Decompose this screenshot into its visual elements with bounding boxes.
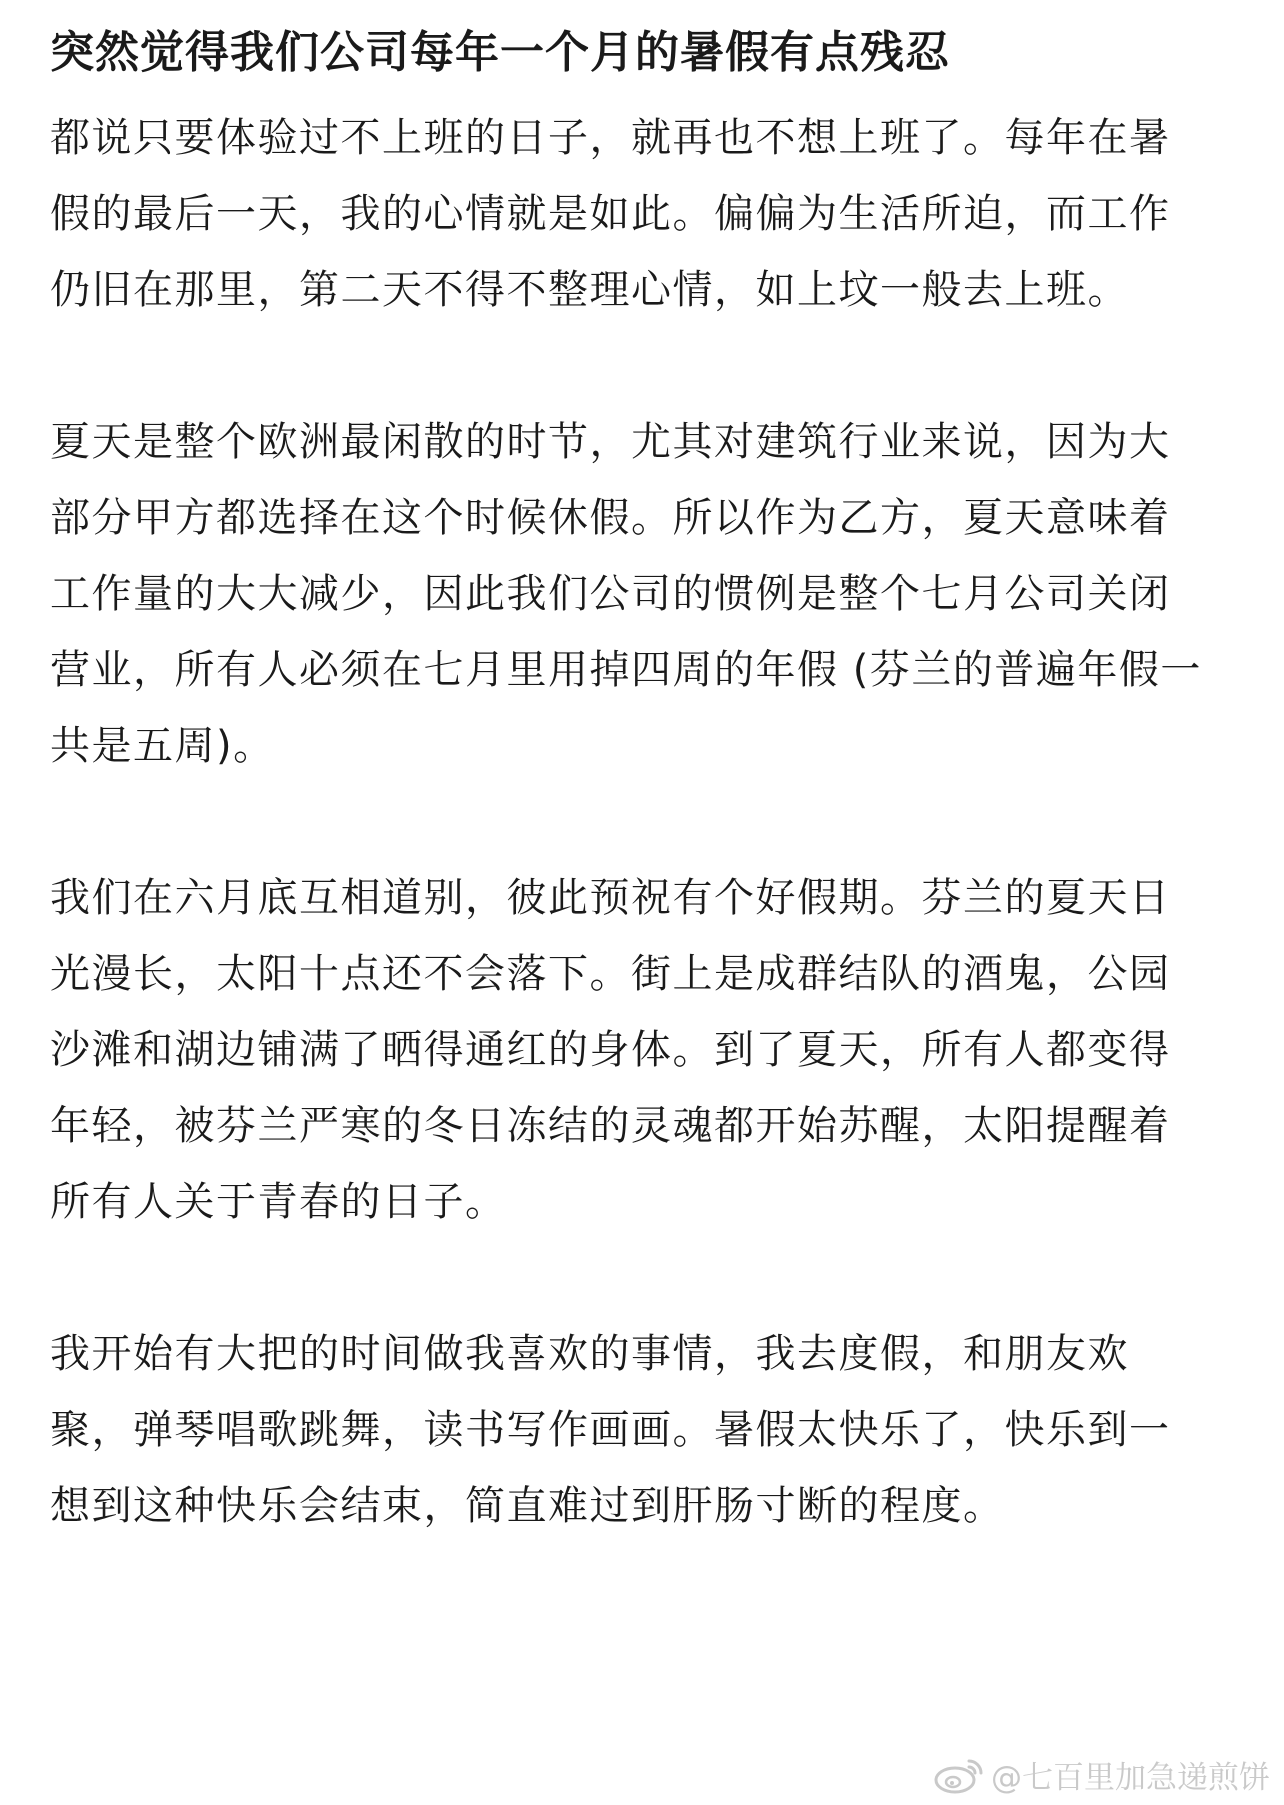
watermark-text: @七百里加急递煎饼 bbox=[991, 1760, 1270, 1796]
article-paragraph: 我开始有大把的时间做我喜欢的事情，我去度假，和朋友欢聚，弹琴唱歌跳舞，读书写作画画。暑假太快乐了，快乐到一想到这种快乐会结束，简直难过到肝肠寸断的程度。 bbox=[50, 1331, 1171, 1529]
article bbox=[50, 18, 1210, 1620]
article-paragraph: 夏天是整个欧洲最闲散的时节，尤其对建筑行业来说，因为大部分甲方都选择在这个时候休假。所以作为乙方，夏天意味着工作量的大大减少，因此我们公司的惯例是整个七月公司关闭营业，所有人必须在七月里用掉四周的年假 (芬兰的普遍年假一共是五周)。 bbox=[50, 419, 1202, 769]
article-title: 突然觉得我们公司每年一个月的暑假有点残忍 bbox=[50, 27, 950, 78]
article-paragraph: 我们在六月底互相道别，彼此预祝有个好假期。芬兰的夏天日光漫长，太阳十点还不会落下。街上是成群结队的酒鬼，公园沙滩和湖边铺满了晒得通红的身体。到了夏天，所有人都变得年轻，被芬兰严寒的冬日冻结的灵魂都开始苏醒，太阳提醒着所有人关于青春的日子。 bbox=[50, 875, 1171, 1225]
article-paragraph: 都说只要体验过不上班的日子，就再也不想上班了。每年在暑假的最后一天，我的心情就是如此。偏偏为生活所迫，而工作仍旧在那里，第二天不得不整理心情，如上坟一般去上班。 bbox=[50, 115, 1171, 313]
watermark bbox=[933, 1752, 1270, 1797]
weibo-icon bbox=[933, 1755, 985, 1795]
